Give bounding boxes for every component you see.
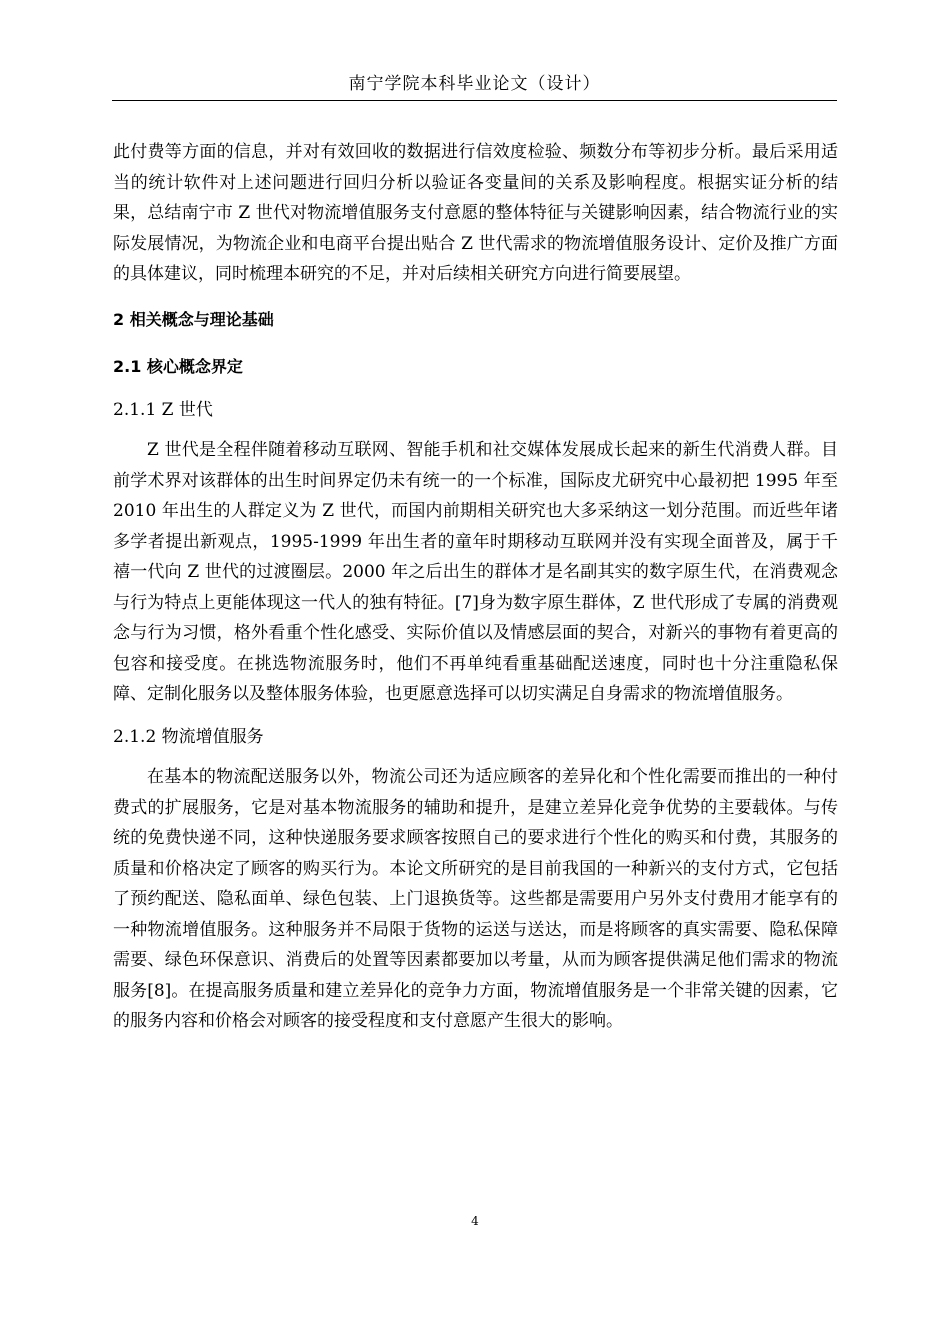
intro-paragraph: 此付费等方面的信息，并对有效回收的数据进行信效度检验、频数分布等初步分析。最后采用适当的统计软件对上述问题进行回归分析以验证各变量间的关系及影响程度。根据实证分析的结果，总结南宁市 Z 世代对物流增值服务支付意愿的整体特征与关键影响因素，结合物流行业的实际发展情况，为物流企业和电商平台提出贴合 Z 世代需求的物流增值服务设计、定价及推广方面的具体建议，同时梳理本研究的不足，并对后续相关研究方向进行简要展望。 xyxy=(113,142,838,284)
page-number: 4 xyxy=(471,1214,479,1228)
paragraph-gen-z: Z 世代是全程伴随着移动互联网、智能手机和社交媒体发展成长起来的新生代消费人群。目前学术界对该群体的出生时间界定仍未有统一的一个标准，国际皮尤研究中心最初把 1995 年至 2010 年出生的人群定义为 Z 世代，而国内前期相关研究也大多采纳这一划分范围。而近些年诸多学者提出新观点，1995-1999 年出生者的童年时期移动互联网并没有实现全面普及，属于千禧一代向 Z 世代的过渡圈层。2000 年之后出生的群体才是名副其实的数字原生代，在消费观念与行为特点上更能体现这一代人的独有特征。[7]身为数字原生群体，Z 世代形成了专属的消费观念与行为习惯，格外看重个性化感受、实际价值以及情感层面的契合，对新兴的事物有着更高的包容和接受度。在挑选物流服务时，他们不再单纯看重基础配送速度，同时也十分注重隐私保障、定制化服务以及整体服务体验，也更愿意选择可以切实满足自身需求的物流增值服务。 xyxy=(113,440,838,704)
section-heading-2-1: 2.1 核心概念界定 xyxy=(113,357,243,376)
paragraph-logistics-value-added: 在基本的物流配送服务以外，物流公司还为适应顾客的差异化和个性化需要而推出的一种付费式的扩展服务，它是对基本物流服务的辅助和提升，是建立差异化竞争优势的主要载体。与传统的免费快递不同，这种快递服务要求顾客按照自己的要求进行个性化的购买和付费，其服务的质量和价格决定了顾客的购买行为。本论文所研究的是目前我国的一种新兴的支付方式，它包括了预约配送、隐私面单、绿色包装、上门退换货等。这些都是需要用户另外支付费用才能享有的一种物流增值服务。这种服务并不局限于货物的运送与送达，而是将顾客的真实需要、隐私保障需要、绿色环保意识、消费后的处置等因素都要加以考量，从而为顾客提供满足他们需求的物流服务[8]。在提高服务质量和建立差异化的竞争力方面，物流增值服务是一个非常关键的因素，它的服务内容和价格会对顾客的接受程度和支付意愿产生很大的影响。 xyxy=(113,767,838,1031)
running-header-title: 南宁学院本科毕业论文（设计） xyxy=(348,74,601,94)
section-heading-2: 2 相关概念与理论基础 xyxy=(113,309,274,329)
header-divider xyxy=(112,100,837,101)
section-heading-2-1-2: 2.1.2 物流增值服务 xyxy=(113,726,264,747)
section-heading-2-1-1: 2.1.1 Z 世代 xyxy=(113,399,213,420)
document-body xyxy=(113,137,838,1037)
